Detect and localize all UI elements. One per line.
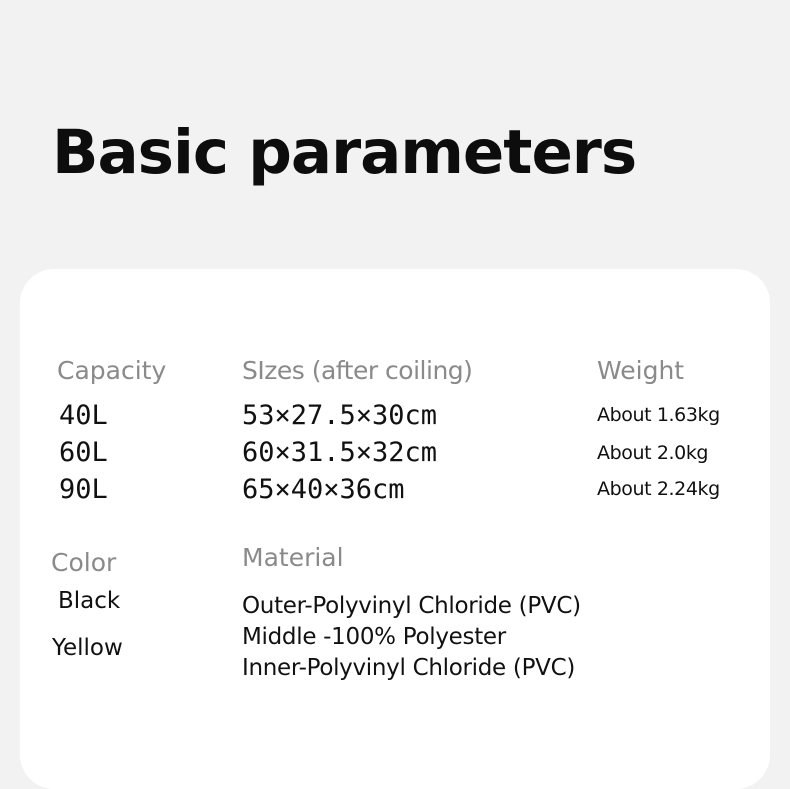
weight-value: About 2.0kg [597, 442, 709, 464]
capacity-value: 90L [59, 474, 108, 505]
capacity-value: 60L [59, 437, 108, 468]
capacity-value: 40L [59, 400, 108, 431]
capacity-label: Capacity [57, 356, 167, 385]
color-value: Yellow [52, 635, 123, 661]
material-line: Inner-Polyvinyl Chloride (PVC) [242, 655, 576, 681]
size-value: 65×40×36cm [242, 474, 405, 505]
size-value: 53×27.5×30cm [242, 400, 438, 431]
material-line: Outer-Polyvinyl Chloride (PVC) [242, 593, 581, 619]
page-title: Basic parameters [52, 117, 637, 188]
parameters-card [20, 269, 770, 789]
size-value: 60×31.5×32cm [242, 437, 438, 468]
weight-value: About 2.24kg [597, 478, 720, 500]
material-label: Material [242, 543, 344, 572]
weight-value: About 1.63kg [597, 404, 720, 426]
weight-label: Weight [597, 356, 685, 385]
sizes-label: SIzes (after coiling) [242, 356, 473, 385]
color-label: Color [51, 548, 117, 577]
color-value: Black [58, 588, 121, 614]
material-line: Middle -100% Polyester [242, 624, 506, 650]
